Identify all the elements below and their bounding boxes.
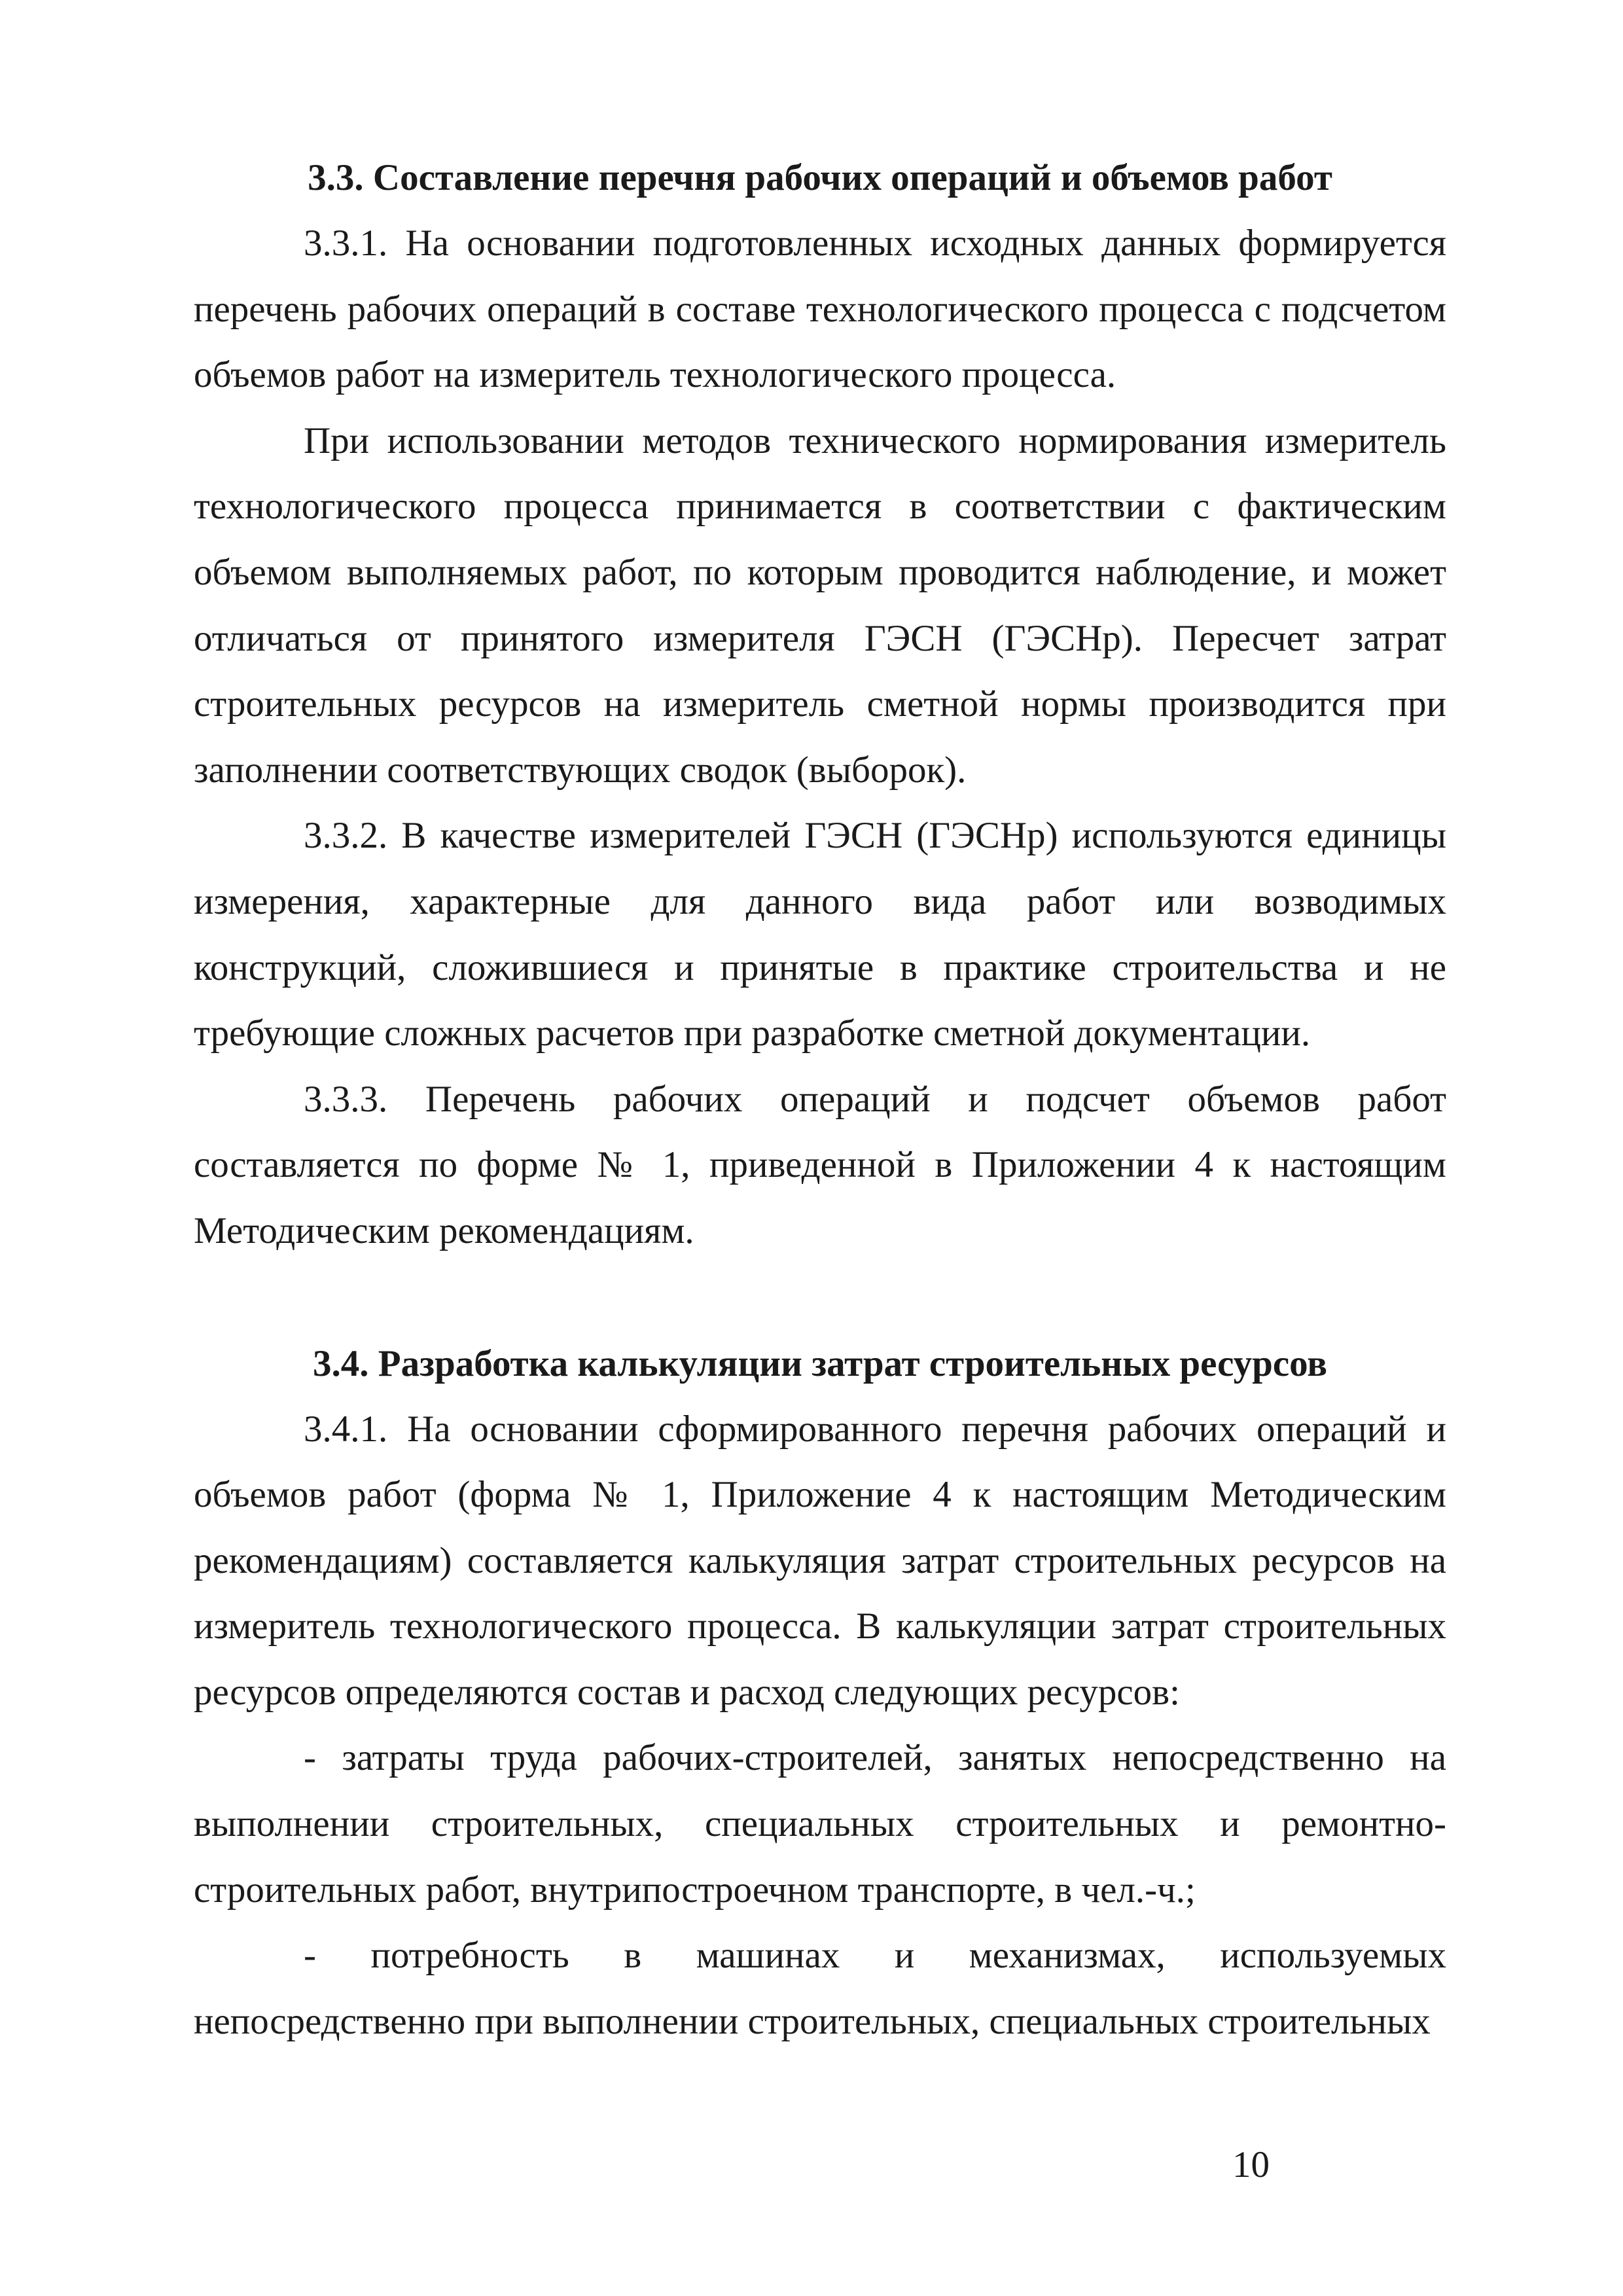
section-heading-3-3: 3.3. Составление перечня рабочих операций и объемов работ [308, 157, 1332, 198]
page-content [194, 145, 1446, 2054]
list-item-labor-costs: - затраты труда рабочих-строителей, занятых непосредственно на выполнении строительных, специальных строительных и ремонтно-строительных работ, внутрипостроечном транспорте, в чел.-ч.; [194, 1737, 1446, 1910]
section-heading-3-4: 3.4. Разработка калькуляции затрат строительных ресурсов [313, 1342, 1327, 1384]
paragraph-3-4-1: 3.4.1. На основании сформированного перечня рабочих операций и объемов работ (форма № 1, Приложение 4 к настоящим Методическим рекомендациям) составляется калькуляция затрат строительных ресурсов на измеритель технологического процесса. В калькуляции затрат строительных ресурсов определяются состав и расход следующих ресурсов: [194, 1408, 1446, 1713]
section-spacer [194, 1265, 1446, 1331]
page-number: 10 [1232, 2144, 1270, 2185]
paragraph-measurement-methods: При использовании методов технического нормирования измеритель технологического процесса принимается в соответствии с фактическим объемом выполняемых работ, по которым проводится наблюдение, и может отличаться от принятого измерителя ГЭСН (ГЭСНр). Пересчет затрат строительных ресурсов на измеритель сметной нормы производится при заполнении соответствующих сводок (выборок). [194, 420, 1446, 791]
paragraph-3-3-1: 3.3.1. На основании подготовленных исходных данных формируется перечень рабочих операций в составе технологического процесса с подсчетом объемов работ на измеритель технологического процесса. [194, 223, 1446, 396]
document-page [194, 0, 1446, 2296]
paragraph-3-3-3: 3.3.3. Перечень рабочих операций и подсчет объемов работ составляется по форме № 1, приведенной в Приложении 4 к настоящим Методическим рекомендациям. [194, 1078, 1446, 1251]
paragraph-3-3-2: 3.3.2. В качестве измерителей ГЭСН (ГЭСНр) используются единицы измерения, характерные для данного вида работ или возводимых конструкций, сложившиеся и принятые в практике строительства и не требующие сложных расчетов при разработке сметной документации. [194, 815, 1446, 1054]
list-item-machinery-needs: - потребность в машинах и механизмах, используемых непосредственно при выполнении строительных, специальных строительных [194, 1935, 1446, 2042]
